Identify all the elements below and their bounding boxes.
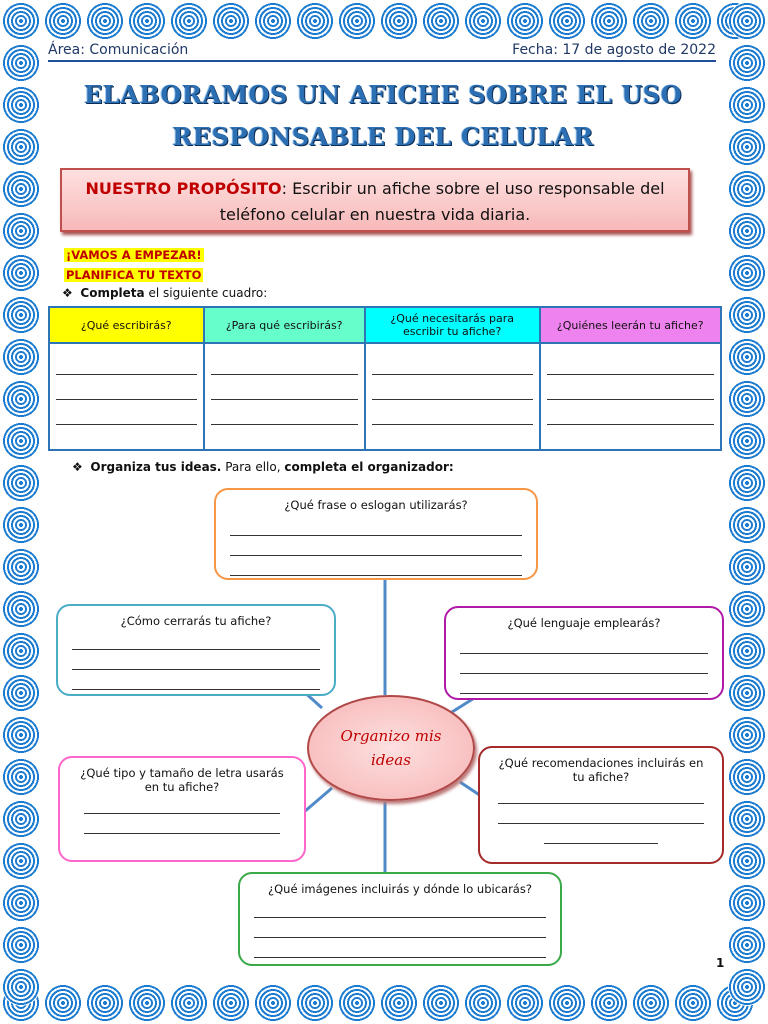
spiral-ornament xyxy=(728,422,766,460)
spiral-ornament xyxy=(2,254,40,292)
spiral-ornament xyxy=(212,984,250,1022)
spiral-ornament xyxy=(728,380,766,418)
spiral-ornament xyxy=(728,464,766,502)
spiral-ornament xyxy=(2,674,40,712)
purpose-text: : Escribir un afiche sobre el uso responsable del teléfono celular en nuestra vida diaria. xyxy=(219,179,665,224)
bullet-icon: ❖ xyxy=(72,460,83,474)
spiral-ornament xyxy=(2,632,40,670)
spiral-ornament xyxy=(296,2,334,40)
table-header: ¿Qué escribirás? xyxy=(49,307,204,343)
instruction-rest: el siguiente cuadro: xyxy=(144,286,268,300)
border-right xyxy=(726,0,768,1024)
bullet-icon: ❖ xyxy=(62,286,73,300)
language-question: ¿Qué lenguaje emplearás? xyxy=(507,616,661,630)
spiral-ornament xyxy=(548,984,586,1022)
spiral-ornament xyxy=(2,842,40,880)
spiral-ornament xyxy=(728,716,766,754)
spiral-ornament xyxy=(728,968,766,1006)
spiral-ornament xyxy=(380,984,418,1022)
spiral-ornament xyxy=(548,2,586,40)
closing-box[interactable] xyxy=(56,604,336,696)
page-number: 1 xyxy=(716,956,725,970)
spiral-ornament xyxy=(464,2,502,40)
border-left xyxy=(0,0,42,1024)
spiral-ornament xyxy=(44,984,82,1022)
spiral-ornament xyxy=(728,842,766,880)
font-question: ¿Qué tipo y tamaño de letra usarás en tu afiche? xyxy=(80,766,284,794)
spiral-ornament xyxy=(2,128,40,166)
spiral-ornament xyxy=(2,380,40,418)
date-label: Fecha: 17 de agosto de 2022 xyxy=(512,42,716,58)
recommendations-box[interactable] xyxy=(478,746,724,864)
spiral-ornament xyxy=(2,212,40,250)
instruction-bold: Organiza tus ideas. xyxy=(90,460,222,474)
instruction-bold: Completa xyxy=(80,286,145,300)
spiral-ornament xyxy=(590,2,628,40)
spiral-ornament xyxy=(632,2,670,40)
spiral-ornament xyxy=(590,984,628,1022)
font-box[interactable] xyxy=(58,756,306,862)
spiral-ornament xyxy=(422,2,460,40)
spiral-ornament xyxy=(422,984,460,1022)
spiral-ornament xyxy=(254,984,292,1022)
spiral-ornament xyxy=(728,800,766,838)
spiral-ornament xyxy=(2,464,40,502)
table-header: ¿Qué necesitarás para escribir tu afiche? xyxy=(365,307,540,343)
spiral-ornament xyxy=(128,984,166,1022)
spiral-ornament xyxy=(728,170,766,208)
border-bottom xyxy=(0,982,768,1024)
closing-question: ¿Cómo cerrarás tu afiche? xyxy=(120,614,272,628)
spiral-ornament xyxy=(728,758,766,796)
spiral-ornament xyxy=(128,2,166,40)
spiral-ornament xyxy=(728,2,766,40)
spiral-ornament xyxy=(2,884,40,922)
instruction-rest: Para ello, xyxy=(221,460,285,474)
plan-heading: PLANIFICA TU TEXTO xyxy=(66,268,202,282)
purpose-label: NUESTRO PROPÓSITO xyxy=(85,179,282,198)
spiral-ornament xyxy=(170,984,208,1022)
spiral-ornament xyxy=(2,758,40,796)
spiral-ornament xyxy=(2,926,40,964)
spiral-ornament xyxy=(728,212,766,250)
spiral-ornament xyxy=(2,170,40,208)
spiral-ornament xyxy=(380,2,418,40)
spiral-ornament xyxy=(86,2,124,40)
spiral-ornament xyxy=(2,44,40,82)
images-question: ¿Qué imágenes incluirás y dónde lo ubicarás? xyxy=(268,882,532,896)
instruction-bold: completa el organizador: xyxy=(284,460,454,474)
spiral-ornament xyxy=(728,254,766,292)
spiral-ornament xyxy=(2,590,40,628)
spiral-ornament xyxy=(338,2,376,40)
start-heading: ¡VAMOS A EMPEZAR! xyxy=(66,248,202,262)
spiral-ornament xyxy=(2,716,40,754)
spiral-ornament xyxy=(2,548,40,586)
table-header: ¿Quiénes leerán tu afiche? xyxy=(540,307,721,343)
spiral-ornament xyxy=(728,128,766,166)
spiral-ornament xyxy=(728,86,766,124)
spiral-ornament xyxy=(2,968,40,1006)
spiral-ornament xyxy=(728,884,766,922)
spiral-ornament xyxy=(296,984,334,1022)
spiral-ornament xyxy=(170,2,208,40)
spiral-ornament xyxy=(728,338,766,376)
page-title-line2: RESPONSABLE DEL CELULAR xyxy=(172,122,594,151)
spiral-ornament xyxy=(728,548,766,586)
spiral-ornament xyxy=(728,926,766,964)
spiral-ornament xyxy=(2,506,40,544)
spiral-ornament xyxy=(2,2,40,40)
spiral-ornament xyxy=(2,338,40,376)
language-box[interactable] xyxy=(444,606,724,700)
spiral-ornament xyxy=(674,2,712,40)
spiral-ornament xyxy=(2,296,40,334)
page-title-line1: ELABORAMOS UN AFICHE SOBRE EL USO xyxy=(84,80,682,109)
spiral-ornament xyxy=(212,2,250,40)
spiral-ornament xyxy=(728,632,766,670)
slogan-question: ¿Qué frase o eslogan utilizarás? xyxy=(284,498,468,512)
spiral-ornament xyxy=(728,506,766,544)
spiral-ornament xyxy=(254,2,292,40)
spiral-ornament xyxy=(44,2,82,40)
spiral-ornament xyxy=(506,2,544,40)
spiral-ornament xyxy=(2,86,40,124)
slogan-box[interactable] xyxy=(214,488,538,580)
spiral-ornament xyxy=(2,422,40,460)
area-label: Área: Comunicación xyxy=(48,42,189,58)
organizer-center: Organizo mis ideas xyxy=(307,695,475,801)
spiral-ornament xyxy=(728,296,766,334)
spiral-ornament xyxy=(728,590,766,628)
spiral-ornament xyxy=(464,984,502,1022)
spiral-ornament xyxy=(674,984,712,1022)
recommendations-question: ¿Qué recomendaciones incluirás en tu afiche? xyxy=(498,756,704,784)
spiral-ornament xyxy=(632,984,670,1022)
images-box[interactable] xyxy=(238,872,562,966)
worksheet xyxy=(42,40,724,982)
spiral-ornament xyxy=(506,984,544,1022)
spiral-ornament xyxy=(728,674,766,712)
border-top xyxy=(0,0,768,42)
spiral-ornament xyxy=(86,984,124,1022)
spiral-ornament xyxy=(2,800,40,838)
table-header: ¿Para qué escribirás? xyxy=(204,307,365,343)
spiral-ornament xyxy=(338,984,376,1022)
spiral-ornament xyxy=(728,44,766,82)
